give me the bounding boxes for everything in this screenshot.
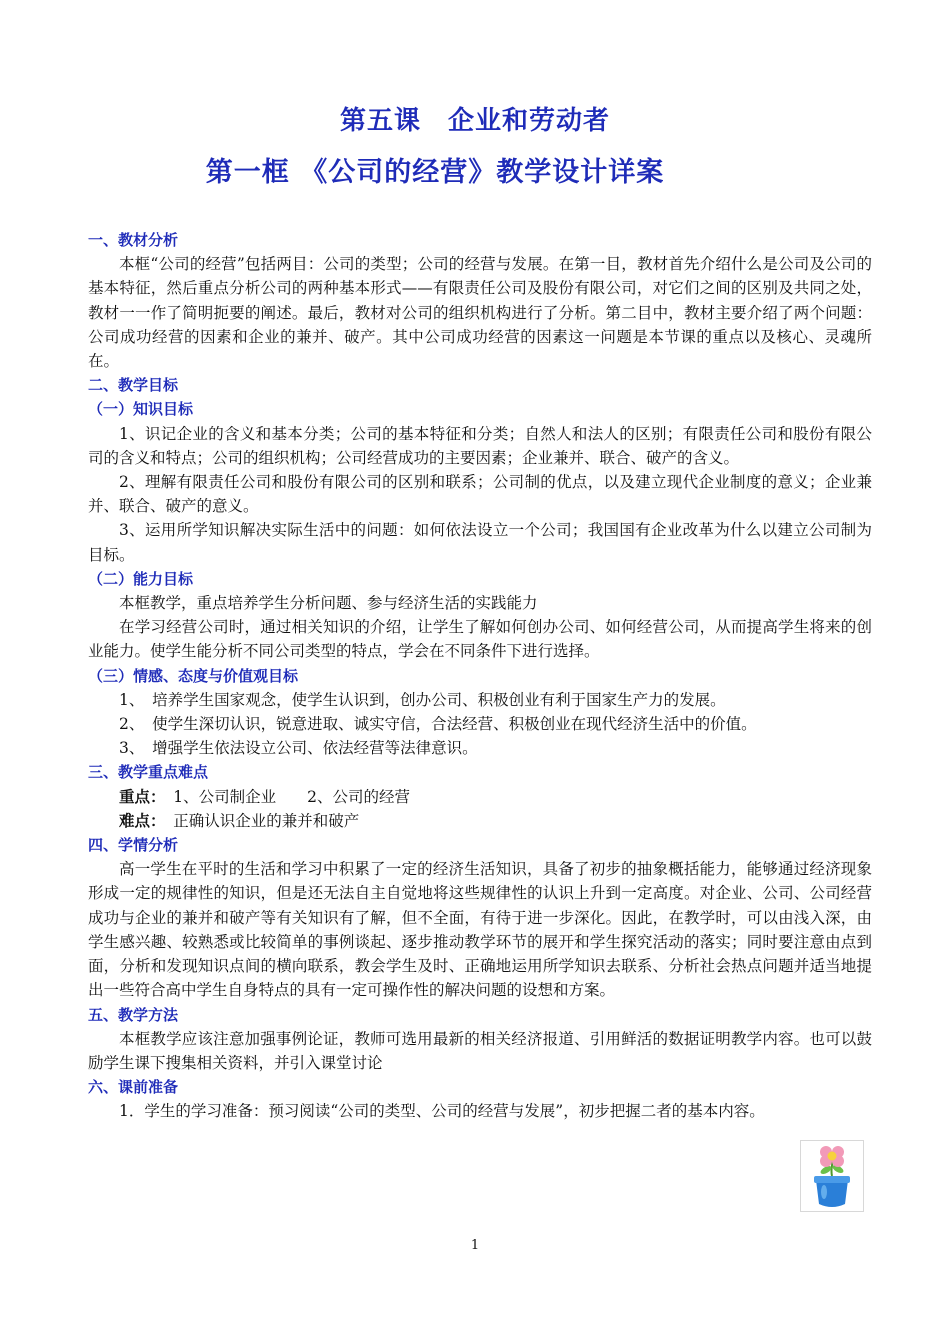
document-body xyxy=(88,228,872,1124)
heading-preparation: 六、课前准备 xyxy=(88,1078,179,1097)
list-item: 3、 增强学生依法设立公司、依法经营等法律意识。 xyxy=(119,739,478,758)
paragraph: 2、理解有限责任公司和股份有限公司的区别和联系；公司制的优点，以及建立现代企业制度的意义；企业兼并、联合、破产的意义。 xyxy=(88,473,872,516)
flower-pot-icon xyxy=(800,1140,864,1212)
list-item: 1、 培养学生国家观念，使学生认识到，创办公司、积极创业有利于国家生产力的发展。 xyxy=(119,690,726,709)
difficult-point-text: 正确认识企业的兼并和破产 xyxy=(157,811,360,830)
paragraph: 本框“公司的经营”包括两目：公司的类型；公司的经营与发展。在第一目，教材首先介绍什么是公司及公司的基本特征，然后重点分析公司的两种基本形式——有限责任公司及股份有限公司，对它们之间的区别及共同之处，教材一一作了简明扼要的阐述。最后，教材对公司的组织机构进行了分析。第二目中，教材主要介绍了两个问题：公司成功经营的因素和企业的兼并、破产。其中公司成功经营的因素这一问题是本节课的重点以及核心、灵魂所在。 xyxy=(88,255,872,371)
heading-teaching-methods: 五、教学方法 xyxy=(88,1005,179,1024)
paragraph: 1．学生的学习准备：预习阅读“公司的类型、公司的经营与发展”，初步把握二者的基本内容。 xyxy=(119,1102,765,1121)
difficult-point-row xyxy=(88,809,872,833)
heading-knowledge-goals: （一）知识目标 xyxy=(88,400,194,419)
paragraph: 高一学生在平时的生活和学习中积累了一定的经济生活知识，具备了初步的抽象概括能力，能够通过经济现象形成一定的规律性的知识，但是还无法自主自觉地将这些规律性的认识上升到一定高度。对企业、公司、公司经营成功与企业的兼并和破产等有关知识有了解，但不全面，有待于进一步深化。因此，在教学时，可以由浅入深，由学生感兴趣、较熟悉或比较简单的事例谈起、逐步推动教学环节的展开和学生探究活动的落实；同时要注意由点到面，分析和发现知识点间的横向联系，教会学生及时、正确地运用所学知识去联系、分析社会热点问题并适当地提出一些符合高中学生自身特点的具有一定可操作性的解决问题的设想和方案。 xyxy=(88,860,872,1000)
difficult-point-label: 难点： xyxy=(119,811,158,830)
paragraph: 3、运用所学知识解决实际生活中的问题：如何依法设立一个公司；我国国有企业改革为什么以建立公司制为目标。 xyxy=(88,521,872,564)
heading-ability-goals: （二）能力目标 xyxy=(88,569,194,588)
key-point-text: 1、公司制企业 2、公司的经营 xyxy=(157,787,410,806)
heading-key-difficult: 三、教学重点难点 xyxy=(88,763,209,782)
list-item: 2、 使学生深切认识，锐意进取、诚实守信，合法经营、积极创业在现代经济生活中的价值。 xyxy=(119,715,757,734)
section-title: 第一框 《公司的经营》教学设计详案 xyxy=(205,157,665,188)
lesson-title: 第五课 企业和劳动者 xyxy=(339,106,610,136)
heading-teaching-goals: 二、教学目标 xyxy=(88,376,179,395)
paragraph: 1、识记企业的含义和基本分类；公司的基本特征和分类；自然人和法人的区别；有限责任公司和股份有限公司的含义和特点；公司的组织机构；公司经营成功的主要因素；企业兼并、联合、破产的含义。 xyxy=(88,424,872,467)
key-point-label: 重点： xyxy=(119,787,158,806)
heading-student-analysis: 四、学情分析 xyxy=(88,836,179,855)
heading-values-goals: （三）情感、态度与价值观目标 xyxy=(88,666,299,685)
paragraph: 本框教学，重点培养学生分析问题、参与经济生活的实践能力 xyxy=(119,594,538,613)
heading-textbook-analysis: 一、教材分析 xyxy=(88,231,179,249)
page-number: 1 xyxy=(470,1238,480,1253)
key-point-row xyxy=(88,785,872,809)
paragraph: 在学习经营公司时，通过相关知识的介绍，让学生了解如何创办公司、如何经营公司，从而提高学生将来的创业能力。使学生能分析不同公司类型的特点，学会在不同条件下进行选择。 xyxy=(88,618,872,661)
paragraph: 本框教学应该注意加强事例论证，教师可选用最新的相关经济报道、引用鲜活的数据证明教学内容。也可以鼓励学生课下搜集相关资料，并引入课堂讨论 xyxy=(88,1029,872,1072)
